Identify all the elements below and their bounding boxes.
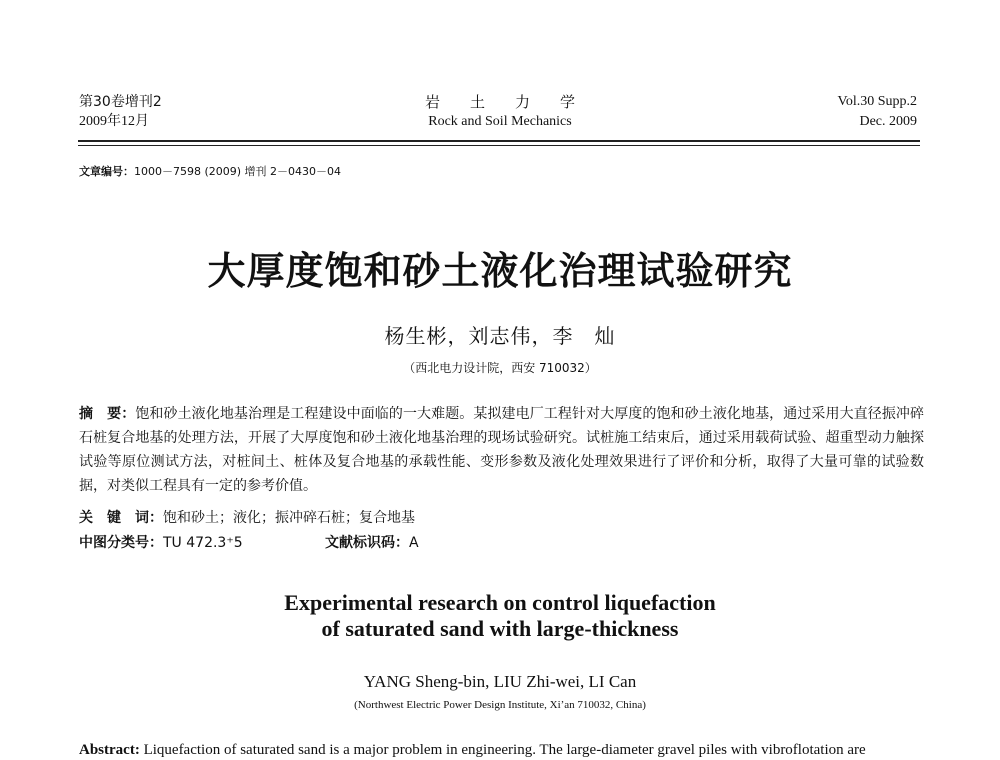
abstract-cn-label: 摘 要：: [79, 406, 136, 422]
issue-date-en: Dec. 2009: [859, 114, 917, 129]
article-number-label: 文章编号：: [79, 165, 134, 178]
header-rule-thin: [78, 145, 920, 146]
paper-title-cn: 大厚度饱和砂土液化治理试验研究: [207, 249, 793, 293]
authors-cn: 杨生彬，刘志伟，李 灿: [384, 324, 616, 348]
authors-en: YANG Sheng-bin, LIU Zhi-wei, LI Can: [363, 672, 637, 691]
volume-info: Vol.30 Supp.2: [837, 94, 917, 109]
affiliation-en: (Northwest Electric Power Design Institute, Xi’an 710032, China): [354, 699, 646, 711]
journal-issue: 第30卷增刊2: [79, 94, 162, 110]
paper-title-en-line1: Experimental research on control liquefaction: [284, 590, 716, 615]
abstract-cn: [79, 402, 924, 498]
journal-name-en: Rock and Soil Mechanics: [428, 114, 572, 129]
abstract-en: [79, 742, 929, 759]
abstract-en-label: Abstract:: [79, 742, 140, 758]
affiliation-cn: （西北电力设计院，西安 710032）: [403, 361, 597, 375]
abstract-cn-text: 饱和砂土液化地基治理是工程建设中面临的一大难题。某拟建电厂工程针对大厚度的饱和砂土液化地基，通过采用大直径振冲碎石桩复合地基的处理方法，开展了大厚度饱和砂土液化地基治理的现场试验研究。试桩施工结束后，通过采用载荷试验、超重型动力触探试验等原位测试方法，对桩间土、桩体及复合地基的承载性能、变形参数及液化处理效果进行了评价和分析，取得了大量可靠的试验数据，对类似工程具有一定的参考价值。: [79, 406, 925, 494]
keywords-cn: [79, 506, 924, 530]
abstract-en-text: Liquefaction of saturated sand is a major problem in engineering. The large-diameter gravel piles with vibroflotation are: [139, 742, 866, 758]
clc-value: TU 472.3⁺5: [163, 535, 243, 551]
article-number: [79, 163, 341, 179]
keywords-cn-text: 饱和砂土；液化；振冲碎石桩；复合地基: [163, 510, 415, 526]
doc-code-label: 文献标识码：: [325, 535, 409, 551]
article-number-value: 1000－7598 (2009) 增刊 2－0430－04: [134, 165, 342, 178]
journal-date: 2009年12月: [79, 114, 149, 129]
doc-code-value: A: [409, 535, 419, 551]
document-code: [325, 533, 419, 553]
paper-title-en-line2: of saturated sand with large-thickness: [321, 616, 679, 641]
paper-title-en: [0, 590, 1000, 642]
header-rule-thick: [78, 140, 920, 142]
clc-label: 中图分类号：: [79, 535, 163, 551]
classification-number: [79, 533, 243, 553]
journal-name-cn: 岩 土 力 学: [424, 93, 575, 111]
keywords-cn-label: 关 键 词：: [79, 510, 163, 526]
